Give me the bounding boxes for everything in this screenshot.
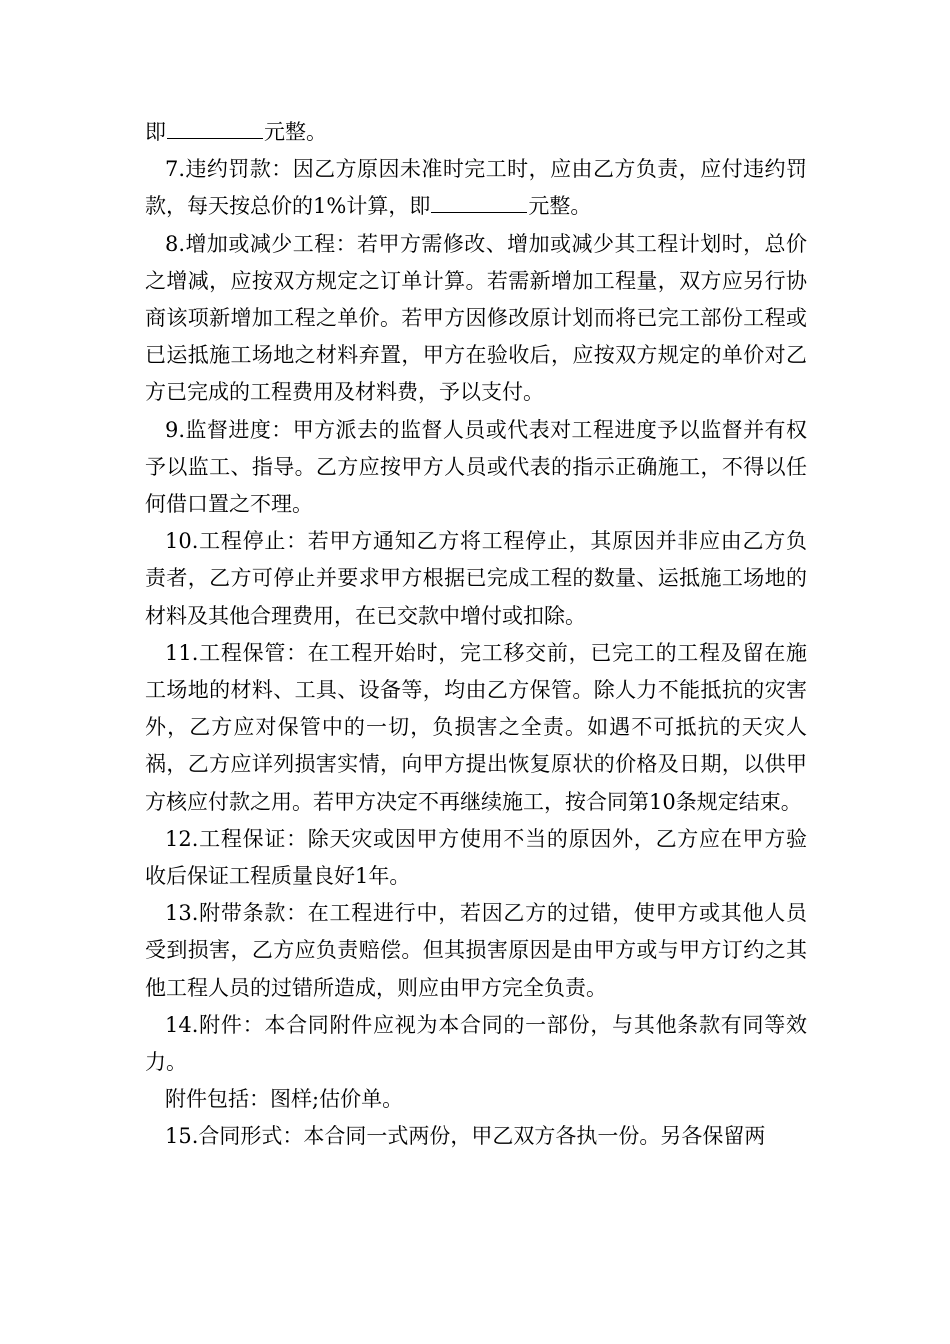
fill-in-blank[interactable] xyxy=(431,190,527,213)
clause-13-additional-terms: 13.附带条款：在工程进行中，若因乙方的过错，使甲方或其他人员受到损害，乙方应负责赔偿。但其损害原因是由甲方或与甲方订约之其他工程人员的过错所造成，则应由甲方完全负责。 xyxy=(145,901,807,1000)
clause-8-change-work: 8.增加或减少工程：若甲方需修改、增加或减少其工程计划时，总价之增减，应按双方规定之订单计算。若需新增加工程量，双方应另行协商该项新增加工程之单价。若甲方因修改原计划而将已完工部份工程或已运抵施工场地之材料弃置，甲方在验收后，应按双方规定的单价对乙方已完成的工程费用及材料费，予以支付。 xyxy=(145,231,807,405)
clause-12-warranty: 12.工程保证：除天灾或因甲方使用不当的原因外，乙方应在甲方验收后保证工程质量良好1年。 xyxy=(145,826,807,889)
clause-7-penalty xyxy=(145,151,807,225)
clause-14-attachments: 14.附件：本合同附件应视为本合同的一部份，与其他条款有同等效力。 xyxy=(145,1012,807,1075)
attachments-list: 附件包括：图样;估价单。 xyxy=(165,1087,404,1112)
paragraph-text: 即 xyxy=(145,120,166,144)
paragraph-total-amount xyxy=(145,114,807,151)
paragraph-text: 7.违约罚款：因乙方原因未准时完工时，应由乙方负责，应付违约罚款，每天按总价的1%计算，即 xyxy=(145,157,807,219)
document-body xyxy=(145,114,807,1156)
clause-15-contract-form: 15.合同形式：本合同一式两份，甲乙双方各执一份。另各保留两 xyxy=(165,1124,766,1149)
clause-11-custody: 11.工程保管：在工程开始时，完工移交前，已完工的工程及留在施工场地的材料、工具、设备等，均由乙方保管。除人力不能抵抗的灾害外，乙方应对保管中的一切，负损害之全责。如遇不可抵抗的天灾人祸，乙方应详列损害实情，向甲方提出恢复原状的价格及日期，以供甲方核应付款之用。若甲方决定不再继续施工，按合同第10条规定结束。 xyxy=(145,640,807,814)
paragraph-text: 元整。 xyxy=(528,194,592,219)
fill-in-blank[interactable] xyxy=(167,116,263,139)
clause-10-work-stop: 10.工程停止：若甲方通知乙方将工程停止，其原因并非应由乙方负责者，乙方可停止并要求甲方根据已完成工程的数量、运抵施工场地的材料及其他合理费用，在已交款中增付或扣除。 xyxy=(145,529,807,628)
paragraph-text: 元整。 xyxy=(264,120,327,144)
clause-9-supervision: 9.监督进度：甲方派去的监督人员或代表对工程进度予以监督并有权予以监工、指导。乙方应按甲方人员或代表的指示正确施工，不得以任何借口置之不理。 xyxy=(145,417,807,517)
